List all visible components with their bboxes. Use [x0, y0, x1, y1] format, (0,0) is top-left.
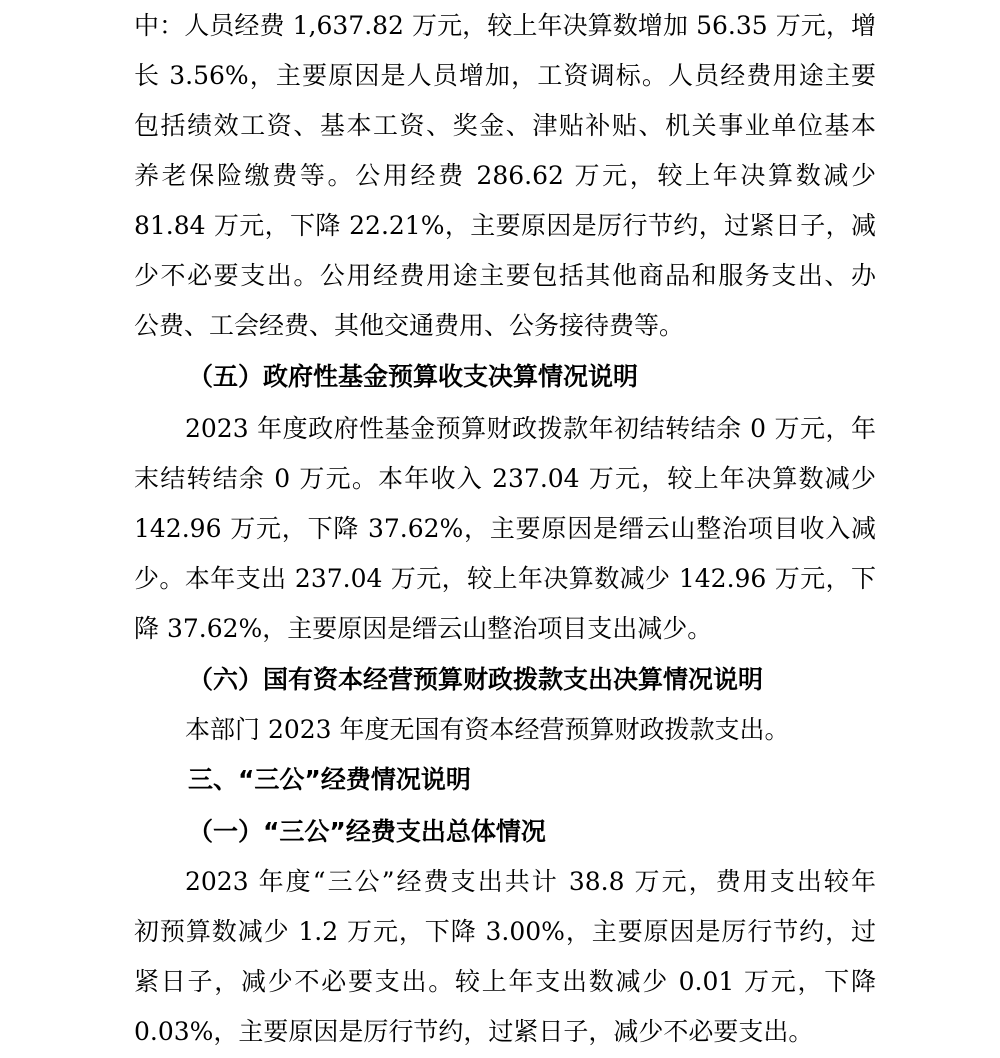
paragraph-line: 养老保险缴费等。公用经费 286.62 万元，较上年决算数减少	[134, 161, 876, 190]
paragraph-line: 公费、工会经费、其他交通费用、公务接待费等。	[134, 311, 685, 340]
paragraph-line: 本部门 2023 年度无国有资本经营预算财政拨款支出。	[185, 715, 790, 744]
paragraph-line: 末结转结余 0 万元。本年收入 237.04 万元，较上年决算数减少	[134, 464, 876, 493]
paragraph-line: 长 3.56%，主要原因是人员增加，工资调标。人员经费用途主要	[134, 61, 876, 90]
paragraph-line: 中：人员经费 1,637.82 万元，较上年决算数增加 56.35 万元，增	[134, 11, 876, 40]
paragraph-line: 2023 年度政府性基金预算财政拨款年初结转结余 0 万元，年	[185, 414, 876, 443]
paragraph-line: 2023 年度“三公”经费支出共计 38.8 万元，费用支出较年	[185, 867, 876, 896]
paragraph-line: 降 37.62%，主要原因是缙云山整治项目支出减少。	[134, 614, 713, 643]
paragraph-line: 包括绩效工资、基本工资、奖金、津贴补贴、机关事业单位基本	[134, 111, 876, 140]
paragraph-line: 紧日子，减少不必要支出。较上年支出数减少 0.01 万元，下降	[134, 967, 876, 996]
paragraph-line: 81.84 万元，下降 22.21%，主要原因是厉行节约，过紧日子，减	[134, 211, 876, 240]
paragraph-line: 少。本年支出 237.04 万元，较上年决算数减少 142.96 万元，下	[134, 564, 876, 593]
section-subheading: （一）“三公”经费支出总体情况	[188, 817, 546, 846]
paragraph-line: 少不必要支出。公用经费用途主要包括其他商品和服务支出、办	[134, 261, 876, 290]
section-heading: 三、“三公”经费情况说明	[188, 765, 471, 794]
section-subheading: （五）政府性基金预算收支决算情况说明	[188, 362, 639, 391]
paragraph-line: 142.96 万元，下降 37.62%，主要原因是缙云山整治项目收入减	[134, 514, 876, 543]
paragraph-line: 0.03%，主要原因是厉行节约，过紧日子，减少不必要支出。	[134, 1017, 814, 1046]
paragraph-line: 初预算数减少 1.2 万元，下降 3.00%，主要原因是厉行节约，过	[134, 917, 876, 946]
section-subheading: （六）国有资本经营预算财政拨款支出决算情况说明	[188, 665, 764, 694]
